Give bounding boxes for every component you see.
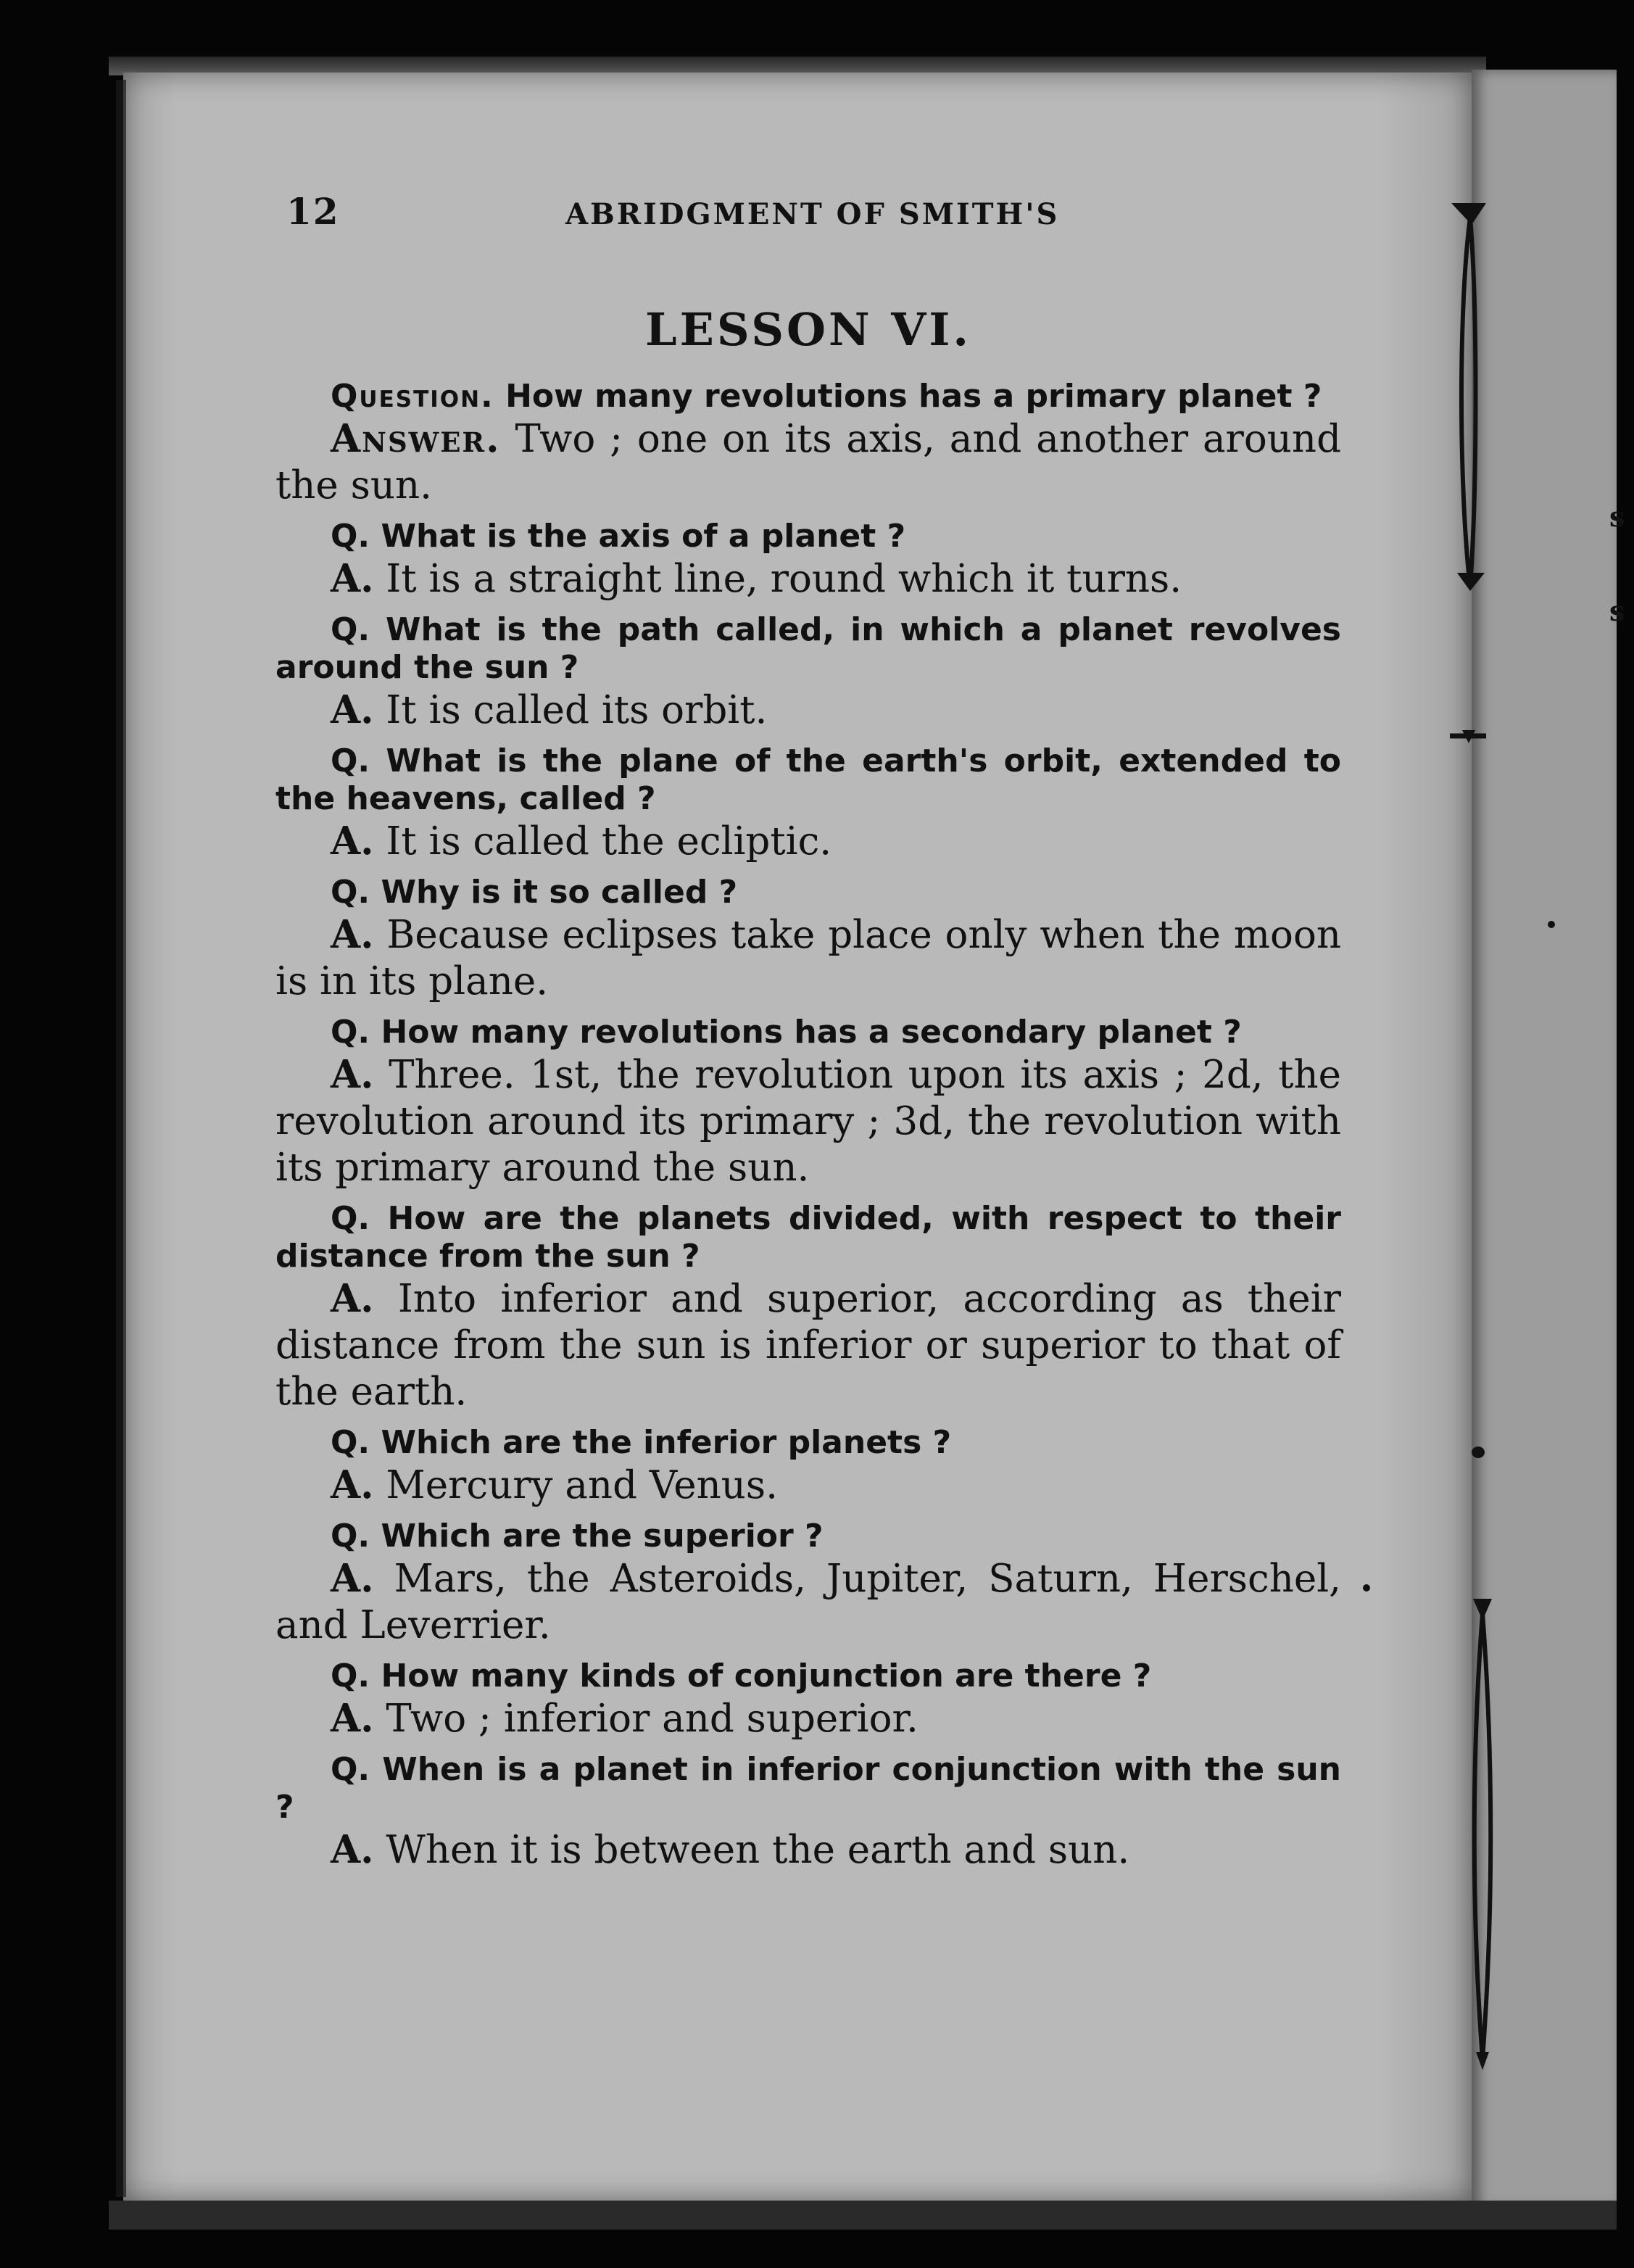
question-text: How many revolutions has a primary planet ?	[494, 378, 1322, 415]
answer-text: It is a straight line, round which it turns.	[373, 557, 1182, 601]
question-label: Q.	[331, 742, 370, 779]
bookmark-tick	[1446, 721, 1490, 750]
bookmark-ribbon-bottom	[1457, 1595, 1508, 2074]
question-label: Q.	[331, 1751, 370, 1788]
answer	[275, 555, 1341, 603]
answer-text: Three. 1st, the revolution upon its axis ; 2d, the revolution around its primary ; 3d, the revolution with its primary around the sun.	[275, 1053, 1341, 1190]
question-text: Why is it so called ?	[370, 874, 738, 911]
question	[275, 1518, 1341, 1555]
question-text: Which are the inferior planets ?	[370, 1424, 952, 1461]
answer-label: A.	[331, 1556, 374, 1601]
margin-mark: s	[1609, 595, 1625, 627]
answer	[275, 1051, 1341, 1191]
question-label: Q.	[331, 1424, 370, 1461]
answer-text: When it is between the earth and sun.	[373, 1828, 1130, 1872]
question-label: Q.	[331, 874, 370, 911]
answer	[275, 687, 1341, 734]
answer-label: A.	[331, 1827, 374, 1872]
answer-text: Two ; one on its axis, and another around the sun.	[275, 417, 1341, 508]
answer	[275, 1462, 1341, 1509]
question-label: Q.	[331, 518, 370, 555]
question-text: What is the path called, in which a planet revolves around the sun ?	[275, 611, 1341, 686]
answer-label: A.	[331, 556, 374, 601]
scan-bottom-edge	[109, 2201, 1617, 2230]
answer	[275, 1826, 1341, 1874]
qa-item	[275, 1657, 1341, 1742]
question	[275, 1751, 1341, 1826]
question-label: Q.	[331, 1657, 370, 1694]
qa-item	[275, 378, 1341, 509]
question	[275, 1424, 1341, 1462]
question	[275, 1014, 1341, 1051]
question	[275, 874, 1341, 911]
answer	[275, 1695, 1341, 1742]
answer-text: Mars, the Asteroids, Jupiter, Saturn, Herschel, and Leverrier.	[275, 1557, 1341, 1647]
answer	[275, 1555, 1341, 1649]
qa-item	[275, 742, 1341, 865]
running-head-title: ABRIDGMENT OF SMITH'S	[565, 197, 1060, 231]
answer-label: A.	[331, 1696, 374, 1741]
question	[275, 378, 1341, 415]
ink-dot	[1548, 921, 1555, 928]
lesson-title: LESSON VI.	[645, 303, 971, 356]
qa-item	[275, 874, 1341, 1005]
qa-item	[275, 1424, 1341, 1509]
qa-item	[275, 1200, 1341, 1415]
answer-text: Because eclipses take place only when the moon is in its plane.	[275, 913, 1341, 1003]
qa-item	[275, 518, 1341, 603]
answer-text: It is called its orbit.	[373, 688, 768, 732]
question	[275, 1657, 1341, 1695]
question-text: How many revolutions has a secondary planet ?	[370, 1014, 1242, 1051]
answer-label: Answer.	[331, 416, 501, 461]
ink-dot	[1472, 1447, 1485, 1458]
answer-label: A.	[331, 687, 374, 732]
page-gutter-shadow	[116, 80, 126, 2197]
question-text: When is a planet in inferior conjunction with the sun ?	[275, 1751, 1341, 1826]
qa-item	[275, 1751, 1341, 1874]
page-number: 12	[286, 190, 340, 233]
ink-dot	[1363, 1584, 1370, 1592]
question	[275, 742, 1341, 818]
question-text: How are the planets divided, with respect to their distance from the sun ?	[275, 1200, 1341, 1275]
answer-text: Two ; inferior and superior.	[373, 1697, 918, 1741]
question-text: Which are the superior ?	[370, 1518, 824, 1555]
answer-text: Mercury and Venus.	[373, 1463, 778, 1507]
question-label: Q.	[331, 1200, 370, 1237]
answer	[275, 1275, 1341, 1415]
answer	[275, 911, 1341, 1005]
answer-text: Into inferior and superior, according as their distance from the sun is inferior or superior to that of the earth.	[275, 1277, 1341, 1414]
question-label: Q.	[331, 1014, 370, 1051]
question-text: What is the axis of a planet ?	[370, 518, 906, 555]
question	[275, 1200, 1341, 1275]
question	[275, 518, 1341, 555]
answer	[275, 818, 1341, 865]
answer-label: A.	[331, 912, 374, 957]
qa-item	[275, 1014, 1341, 1191]
qa-item	[275, 611, 1341, 734]
question-text: What is the plane of the earth's orbit, extended to the heavens, called ?	[275, 742, 1341, 817]
answer-label: A.	[331, 1462, 374, 1507]
answer-label: A.	[331, 1276, 374, 1321]
question-label: Q.	[331, 1518, 370, 1555]
question	[275, 611, 1341, 687]
question-label: Question.	[331, 378, 494, 415]
page-content	[275, 181, 1341, 1874]
answer-text: It is called the ecliptic.	[373, 819, 832, 864]
running-head	[275, 181, 1341, 239]
question-text: How many kinds of conjunction are there ?	[370, 1657, 1152, 1694]
qa-item	[275, 1518, 1341, 1649]
margin-mark: s	[1609, 500, 1625, 533]
answer	[275, 415, 1341, 509]
answer-label: A.	[331, 819, 374, 864]
question-label: Q.	[331, 611, 370, 648]
bookmark-ribbon-top	[1443, 196, 1493, 602]
answer-label: A.	[331, 1052, 374, 1097]
